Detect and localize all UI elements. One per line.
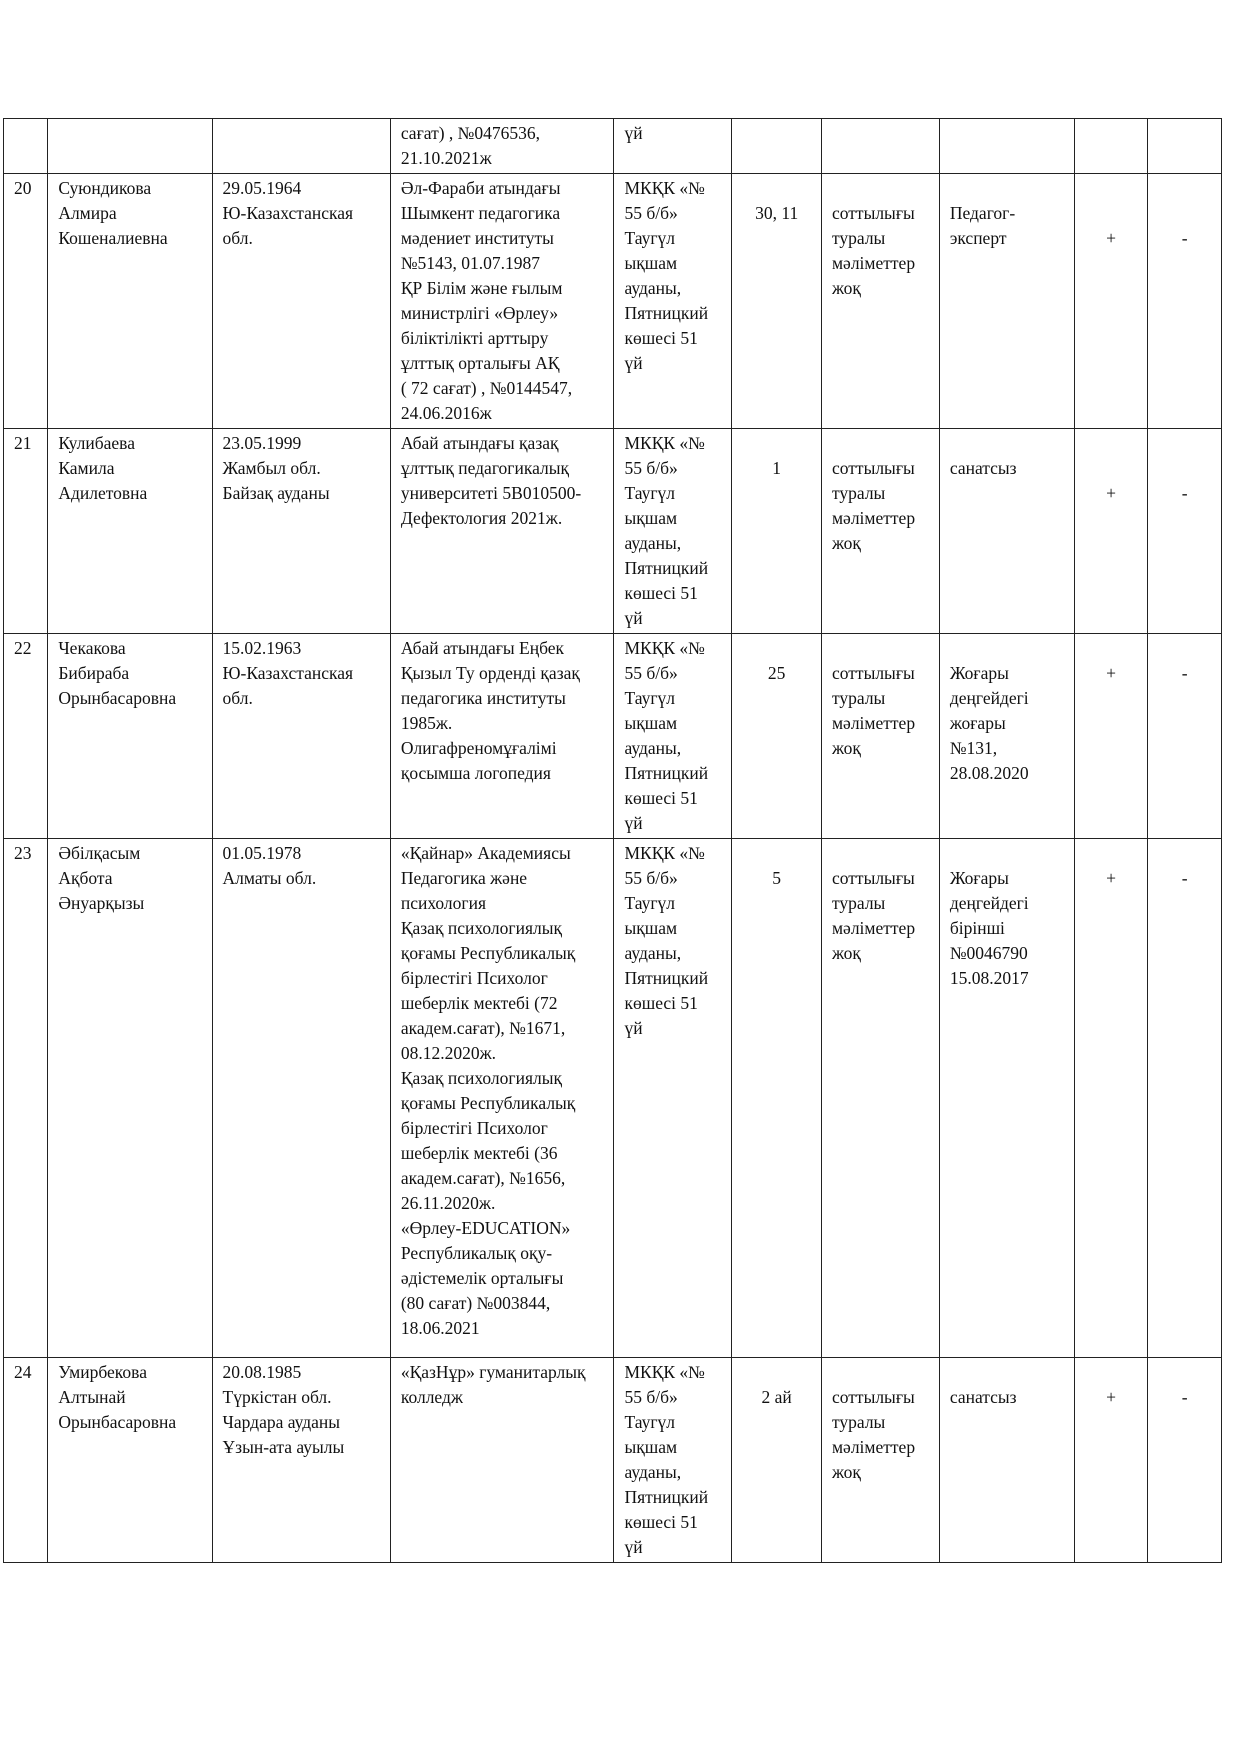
experience-value: 2 ай	[761, 1387, 792, 1407]
cell-conviction	[821, 1358, 939, 1563]
workplace-line: ықшам	[624, 1437, 678, 1457]
cell-birth	[212, 174, 390, 429]
category-line: деңгейдегі	[949, 893, 1029, 913]
cell-experience	[732, 634, 822, 839]
birth-line: 29.05.1964	[222, 178, 302, 198]
education-line: бірлестігі Психолог	[400, 1118, 548, 1138]
conviction-line: жоқ	[831, 943, 861, 963]
cell-num	[4, 174, 48, 429]
workplace-line: ауданы,	[624, 278, 682, 298]
workplace-line: Пятницкий	[624, 968, 709, 988]
education-line: Қызыл Ту орденді қазақ	[400, 663, 580, 683]
table-row	[4, 839, 1222, 1358]
dash-mark: -	[1181, 228, 1188, 248]
table-row	[4, 634, 1222, 839]
dash-mark: -	[1181, 868, 1188, 888]
cell-workplace	[614, 634, 732, 839]
cell-birth	[212, 429, 390, 634]
workplace-line: үй	[624, 813, 643, 833]
category-line: санатсыз	[949, 458, 1017, 478]
education-line: шеберлік мектебі (72	[400, 993, 558, 1013]
name-line: Алтынай	[58, 1387, 126, 1407]
education-line: университеті 5В010500-	[400, 483, 582, 503]
cell-col9	[1148, 1358, 1222, 1563]
education-line: колледж	[400, 1387, 463, 1407]
cell-experience	[732, 429, 822, 634]
workplace-line: үй	[624, 608, 643, 628]
conviction-line: жоқ	[831, 533, 861, 553]
cell-conviction	[821, 174, 939, 429]
table-row	[4, 1358, 1222, 1563]
workplace-line: үй	[624, 1537, 643, 1557]
conviction-line: мәліметтер	[831, 1437, 916, 1457]
cell-workplace	[614, 174, 732, 429]
table-row	[4, 429, 1222, 634]
conviction-line: мәліметтер	[831, 508, 916, 528]
workplace-line: ықшам	[624, 508, 678, 528]
education-line: мәдениет институты	[400, 228, 554, 248]
plus-mark: +	[1106, 663, 1117, 683]
education-line: Педагогика және	[400, 868, 528, 888]
birth-line: Алматы обл.	[222, 868, 317, 888]
education-line: бірлестігі Психолог	[400, 968, 548, 988]
cell-experience	[732, 839, 822, 1358]
category-line: Жоғары	[949, 868, 1009, 888]
cell-name	[48, 839, 212, 1358]
conviction-line: жоқ	[831, 278, 861, 298]
conviction-line: соттылығы	[831, 203, 915, 223]
category-line: бірінші	[949, 918, 1005, 938]
conviction-line: соттылығы	[831, 1387, 915, 1407]
name-line: Чекакова	[58, 638, 126, 658]
cell-name	[48, 174, 212, 429]
dash-mark: -	[1181, 1387, 1188, 1407]
cell-col9	[1148, 634, 1222, 839]
cell-education	[390, 174, 614, 429]
conviction-line: жоқ	[831, 1462, 861, 1482]
category-line: №0046790	[949, 943, 1028, 963]
workplace-line: Таугүл	[624, 688, 676, 708]
education-line: сағат) , №0476536,	[400, 123, 540, 143]
birth-line: 20.08.1985	[222, 1362, 302, 1382]
cell-col8	[1074, 174, 1148, 429]
education-line: ( 72 сағат) , №0144547,	[400, 378, 573, 398]
cell-category	[939, 429, 1074, 634]
cell-num	[4, 634, 48, 839]
cell-category	[939, 839, 1074, 1358]
cell-experience	[732, 1358, 822, 1563]
name-line: Кулибаева	[58, 433, 135, 453]
education-line: Республикалық оқу-	[400, 1243, 553, 1263]
conviction-line: туралы	[831, 483, 886, 503]
workplace-line: үй	[624, 353, 643, 373]
workplace-line: Пятницкий	[624, 558, 709, 578]
table-row	[4, 174, 1222, 429]
experience-value: 5	[772, 868, 782, 888]
category-line: санатсыз	[949, 1387, 1017, 1407]
workplace-line: Пятницкий	[624, 763, 709, 783]
birth-line: обл.	[222, 228, 253, 248]
cell-category	[939, 119, 1074, 174]
education-line: психология	[400, 893, 487, 913]
workplace-line: Таугүл	[624, 893, 676, 913]
cell-experience	[732, 174, 822, 429]
cell-birth	[212, 839, 390, 1358]
workplace-line: МКҚК «№	[624, 178, 705, 198]
conviction-line: мәліметтер	[831, 253, 916, 273]
birth-line: обл.	[222, 688, 253, 708]
name-line: Алмира	[58, 203, 117, 223]
cell-col8	[1074, 839, 1148, 1358]
conviction-line: соттылығы	[831, 868, 915, 888]
name-line: Бибираба	[58, 663, 130, 683]
plus-mark: +	[1106, 483, 1117, 503]
workplace-line: МКҚК «№	[624, 843, 705, 863]
workplace-line: ауданы,	[624, 1462, 682, 1482]
workplace-line: көшесі 51	[624, 583, 698, 603]
education-line: біліктілікті арттыру	[400, 328, 549, 348]
education-line: Әл-Фараби атындағы	[400, 178, 561, 198]
plus-mark: +	[1106, 868, 1117, 888]
education-line: Дефектология 2021ж.	[400, 508, 563, 528]
education-line: әдістемелік орталығы	[400, 1268, 564, 1288]
conviction-line: соттылығы	[831, 458, 915, 478]
cell-num	[4, 119, 48, 174]
birth-line: Жамбыл обл.	[222, 458, 321, 478]
workplace-line: 55 б/б»	[624, 663, 678, 683]
education-line: 1985ж.	[400, 713, 453, 733]
conviction-line: туралы	[831, 1412, 886, 1432]
workplace-line: ықшам	[624, 713, 678, 733]
education-line: «Қайнар» Академиясы	[400, 843, 571, 863]
workplace-line: 55 б/б»	[624, 458, 678, 478]
cell-num	[4, 1358, 48, 1563]
education-line: 26.11.2020ж.	[400, 1193, 496, 1213]
workplace-line: Таугүл	[624, 1412, 676, 1432]
name-line: Әбілқасым	[58, 843, 141, 863]
education-line: ұлттық орталығы АҚ	[400, 353, 560, 373]
workplace-line: ықшам	[624, 918, 678, 938]
conviction-line: соттылығы	[831, 663, 915, 683]
experience-value: 30, 11	[755, 203, 799, 223]
name-line: Суюндикова	[58, 178, 152, 198]
category-line: Жоғары	[949, 663, 1009, 683]
cell-education	[390, 119, 614, 174]
cell-name	[48, 429, 212, 634]
birth-line: 23.05.1999	[222, 433, 302, 453]
workplace-line: Таугүл	[624, 483, 676, 503]
cell-col8	[1074, 634, 1148, 839]
category-line: 28.08.2020	[949, 763, 1029, 783]
education-line: академ.сағат), №1656,	[400, 1168, 566, 1188]
education-line: шеберлік мектебі (36	[400, 1143, 558, 1163]
workplace-line: ауданы,	[624, 738, 682, 758]
conviction-line: туралы	[831, 688, 886, 708]
birth-line: Чардара ауданы	[222, 1412, 341, 1432]
cell-education	[390, 429, 614, 634]
birth-line: Ю-Казахстанская	[222, 663, 354, 683]
education-line: педагогика институты	[400, 688, 566, 708]
cell-conviction	[821, 429, 939, 634]
workplace-line: үй	[624, 123, 643, 143]
name-line: Орынбасаровна	[58, 688, 177, 708]
birth-line: Ұзын-ата ауылы	[222, 1437, 345, 1457]
workplace-line: 55 б/б»	[624, 1387, 678, 1407]
workplace-line: 55 б/б»	[624, 203, 678, 223]
education-line: Абай атындағы қазақ	[400, 433, 559, 453]
workplace-line: МКҚК «№	[624, 638, 705, 658]
birth-line: Түркістан обл.	[222, 1387, 332, 1407]
education-line: Абай атындағы Еңбек	[400, 638, 565, 658]
workplace-line: көшесі 51	[624, 788, 698, 808]
category-line: №131,	[949, 738, 998, 758]
cell-col9	[1148, 174, 1222, 429]
education-line: Қазақ психологиялық	[400, 918, 562, 938]
education-line: қоғамы Республикалық	[400, 943, 576, 963]
cell-category	[939, 634, 1074, 839]
birth-line: Байзақ ауданы	[222, 483, 330, 503]
birth-line: Ю-Казахстанская	[222, 203, 354, 223]
workplace-line: МКҚК «№	[624, 1362, 705, 1382]
workplace-line: Пятницкий	[624, 1487, 709, 1507]
category-line: 15.08.2017	[949, 968, 1029, 988]
dash-mark: -	[1181, 663, 1188, 683]
cell-col9	[1148, 839, 1222, 1358]
education-line: Шымкент педагогика	[400, 203, 561, 223]
cell-education	[390, 839, 614, 1358]
workplace-line: Таугүл	[624, 228, 676, 248]
education-line: министрлігі «Өрлеу»	[400, 303, 559, 323]
cell-education	[390, 634, 614, 839]
education-line: 21.10.2021ж	[400, 148, 492, 168]
workplace-line: үй	[624, 1018, 643, 1038]
cell-col9	[1148, 119, 1222, 174]
name-line: Умирбекова	[58, 1362, 147, 1382]
birth-line: 01.05.1978	[222, 843, 302, 863]
education-line: қоғамы Республикалық	[400, 1093, 576, 1113]
conviction-line: туралы	[831, 893, 886, 913]
workplace-line: ауданы,	[624, 533, 682, 553]
education-line: қосымша логопедия	[400, 763, 551, 783]
cell-experience	[732, 119, 822, 174]
cell-workplace	[614, 839, 732, 1358]
workplace-line: көшесі 51	[624, 1512, 698, 1532]
education-line: 08.12.2020ж.	[400, 1043, 497, 1063]
row-number: 24	[14, 1362, 32, 1382]
cell-col8	[1074, 1358, 1148, 1563]
cell-name	[48, 634, 212, 839]
cell-num	[4, 429, 48, 634]
name-line: Кошеналиевна	[58, 228, 168, 248]
name-line: Адилетовна	[58, 483, 148, 503]
name-line: Әнуарқызы	[58, 893, 145, 913]
cell-num	[4, 839, 48, 1358]
conviction-line: мәліметтер	[831, 918, 916, 938]
workplace-line: ауданы,	[624, 943, 682, 963]
cell-category	[939, 1358, 1074, 1563]
education-line: (80 сағат) №003844,	[400, 1293, 551, 1313]
education-line: 18.06.2021	[400, 1318, 480, 1338]
row-number: 20	[14, 178, 32, 198]
conviction-line: жоқ	[831, 738, 861, 758]
education-line: ҚР Білім және ғылым	[400, 278, 563, 298]
cell-birth	[212, 119, 390, 174]
education-line: ұлттық педагогикалық	[400, 458, 570, 478]
name-line: Ақбота	[58, 868, 113, 888]
row-number: 23	[14, 843, 32, 863]
cell-conviction	[821, 119, 939, 174]
education-line: №5143, 01.07.1987	[400, 253, 541, 273]
category-line: жоғары	[949, 713, 1006, 733]
cell-conviction	[821, 839, 939, 1358]
cell-col8	[1074, 429, 1148, 634]
table-row-partial	[4, 119, 1222, 174]
workplace-line: көшесі 51	[624, 328, 698, 348]
row-number: 22	[14, 638, 32, 658]
birth-line: 15.02.1963	[222, 638, 302, 658]
education-line: Олигафреномұғалімі	[400, 738, 557, 758]
experience-value: 1	[772, 458, 782, 478]
plus-mark: +	[1106, 1387, 1117, 1407]
experience-value: 25	[767, 663, 786, 683]
cell-category	[939, 174, 1074, 429]
workplace-line: МКҚК «№	[624, 433, 705, 453]
row-number: 21	[14, 433, 32, 453]
education-line: «Өрлеу-EDUCATION»	[400, 1218, 571, 1238]
education-line: Қазақ психологиялық	[400, 1068, 562, 1088]
cell-conviction	[821, 634, 939, 839]
cell-workplace	[614, 429, 732, 634]
cell-workplace	[614, 119, 732, 174]
category-line: Педагог-	[949, 203, 1016, 223]
cell-workplace	[614, 1358, 732, 1563]
category-line: эксперт	[949, 228, 1007, 248]
staff-table	[3, 118, 1222, 1563]
cell-birth	[212, 634, 390, 839]
cell-education	[390, 1358, 614, 1563]
workplace-line: көшесі 51	[624, 993, 698, 1013]
cell-name	[48, 1358, 212, 1563]
plus-mark: +	[1106, 228, 1117, 248]
dash-mark: -	[1181, 483, 1188, 503]
workplace-line: Пятницкий	[624, 303, 709, 323]
workplace-line: 55 б/б»	[624, 868, 678, 888]
name-line: Камила	[58, 458, 115, 478]
education-line: академ.сағат), №1671,	[400, 1018, 566, 1038]
workplace-line: ықшам	[624, 253, 678, 273]
conviction-line: туралы	[831, 228, 886, 248]
conviction-line: мәліметтер	[831, 713, 916, 733]
cell-name	[48, 119, 212, 174]
cell-col8	[1074, 119, 1148, 174]
cell-birth	[212, 1358, 390, 1563]
name-line: Орынбасаровна	[58, 1412, 177, 1432]
education-line: 24.06.2016ж	[400, 403, 492, 423]
category-line: деңгейдегі	[949, 688, 1029, 708]
cell-col9	[1148, 429, 1222, 634]
education-line: «ҚазНұр» гуманитарлық	[400, 1362, 586, 1382]
